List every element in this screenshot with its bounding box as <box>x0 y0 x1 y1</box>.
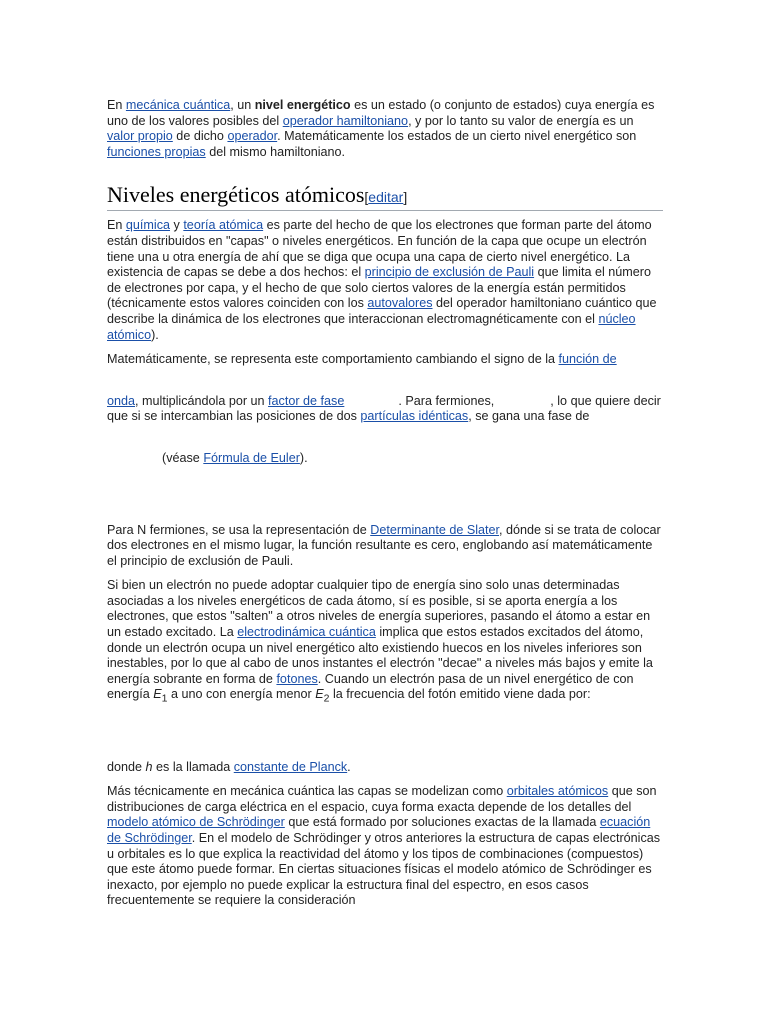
text: que son distribuciones de carga eléctrica en el espacio, cuya forma exacta depende de los detalles del <box>107 784 657 814</box>
link-funcion-de-onda-part2[interactable]: onda <box>107 393 136 408</box>
text: ). <box>151 327 159 342</box>
paragraph-matematicamente <box>107 352 663 368</box>
link-quimica[interactable]: química <box>125 218 171 233</box>
text: del mismo hamiltoniano. <box>205 144 346 159</box>
subscript-2: 2 <box>323 692 330 705</box>
intro-paragraph <box>107 98 663 160</box>
link-teoria-atomica[interactable]: teoría atómica <box>183 218 264 233</box>
planck-symbol: h <box>145 759 153 774</box>
subscript-1: 1 <box>161 692 168 705</box>
text: , y por lo tanto su valor de energía es un <box>408 113 634 128</box>
link-principio-exclusion-pauli[interactable]: principio de exclusión de Pauli <box>364 265 535 280</box>
text: En <box>107 98 126 112</box>
text: , un <box>230 98 255 112</box>
text: y <box>170 218 184 233</box>
article-body <box>107 98 663 909</box>
paragraph-orbitales <box>107 784 663 909</box>
text: es parte del hecho de que los electrones que forman parte del átomo están distribuidos en "capas" o niveles energéticos. En función de la capa que ocupe un electrón tiene una u otra energía de ahí que se diga que ocupa una capa de cierto nivel energético. La existencia de capas se debe a dos hechos: el <box>107 218 652 280</box>
link-funcion-de-onda-part1[interactable]: función de <box>558 352 617 367</box>
text: Si bien un electrón no puede adoptar cualquier tipo de energía sino solo unas determinadas asociadas a los niveles energéticos de cada átomo, sí es posible, si se aporta energía a los electrones, que estos "salten" a otros niveles de energía superiores, pasando el átomo a estar en un estado excitado. La <box>107 578 651 640</box>
link-determinante-de-slater[interactable]: Determinante de Slater <box>370 522 500 537</box>
text: ). <box>299 450 308 465</box>
text: la frecuencia del fotón emitido viene dada por: <box>329 687 591 702</box>
edit-link[interactable]: editar <box>368 189 404 206</box>
text: es un estado (o conjunto de estados) cuya energía es uno de los valores posibles del <box>107 98 655 128</box>
text: Matemáticamente, se representa este comportamiento cambiando el signo de la <box>107 352 559 367</box>
text: a uno con energía menor <box>167 687 316 702</box>
text: , lo que quiere decir que si se intercambian las posiciones de dos <box>107 393 661 424</box>
text: es la llamada <box>152 759 234 774</box>
link-operador-hamiltoniano[interactable]: operador hamiltoniano <box>282 113 409 128</box>
section-title: Niveles energéticos atómicos <box>107 182 365 208</box>
text: , dónde si se trata de colocar dos electrones en el mismo lugar, la función resultante es cero, englobando así matemáticamente el principio de exclusión de Pauli. <box>107 522 661 568</box>
link-valor-propio[interactable]: valor propio <box>107 129 173 144</box>
link-electrodinamica-cuantica[interactable]: electrodinámica cuántica <box>237 625 376 640</box>
link-ecuacion-de-schrodinger[interactable]: ecuación de Schrödinger <box>107 815 651 845</box>
text: del operador hamiltoniano cuántico que describe la dinámica de los electrones que interaccionan electromagnéticamente con el <box>107 296 657 326</box>
text: , multiplicándola por un <box>135 393 269 408</box>
paragraph-quimica <box>107 218 663 343</box>
text: donde <box>107 759 146 774</box>
link-mecanica-cuantica[interactable]: mecánica cuántica <box>125 98 231 112</box>
link-particulas-identicas[interactable]: partículas idénticas <box>360 409 469 424</box>
text: de dicho <box>172 129 228 144</box>
text: . Matemáticamente los estados de un cierto nivel energético son <box>277 129 637 144</box>
text: . Para fermiones, <box>398 393 495 408</box>
text: En <box>107 218 126 233</box>
text: . <box>347 759 351 774</box>
paragraph-vease <box>107 451 663 467</box>
paragraph-planck <box>107 760 663 776</box>
link-operador[interactable]: operador <box>227 129 278 144</box>
link-nucleo-atomico[interactable]: núcleo atómico <box>107 311 636 342</box>
edit-section <box>364 189 407 205</box>
text: (véase <box>162 450 204 465</box>
text: Para N fermiones, se usa la representación de <box>107 522 371 537</box>
bold-term: nivel energético <box>254 98 351 112</box>
text: que está formado por soluciones exactas de la llamada <box>284 815 600 830</box>
text: que limita el número de electrones por capa, y el hecho de que solo ciertos valores de la energía están permitidos (técnicamente estos valores coinciden con los <box>107 265 651 311</box>
section-heading <box>107 182 663 211</box>
text: , se gana una fase de <box>468 409 590 424</box>
text: implica que estos estados excitados del átomo, donde un electrón ocupa un nivel energético alto existiendo huecos en los niveles inferiores son inestables, por lo que al cabo de unos instantes el electrón "decae" a niveles más bajos y emite la energía sobrante en forma de <box>107 625 653 686</box>
energy-symbol-e1: E <box>153 687 162 702</box>
link-modelo-atomico-schrodinger[interactable]: modelo atómico de Schrödinger <box>107 815 285 830</box>
link-fotones[interactable]: fotones <box>276 671 318 686</box>
link-constante-de-planck[interactable]: constante de Planck <box>233 759 348 774</box>
paragraph-slater <box>107 523 663 570</box>
text: . Cuando un electrón pasa de un nivel energético de con energía <box>107 671 634 702</box>
edit-bracket-open: [ <box>364 189 369 206</box>
link-formula-de-euler[interactable]: Fórmula de Euler <box>203 450 300 465</box>
text: Más técnicamente en mecánica cuántica las capas se modelizan como <box>107 784 507 799</box>
paragraph-onda <box>107 394 663 425</box>
link-factor-de-fase[interactable]: factor de fase <box>268 393 345 408</box>
edit-bracket-close: ] <box>403 189 408 206</box>
paragraph-excitado <box>107 578 663 707</box>
link-orbitales-atomicos[interactable]: orbitales atómicos <box>506 784 609 799</box>
link-funciones-propias[interactable]: funciones propias <box>107 144 206 159</box>
energy-symbol-e2: E <box>315 687 324 702</box>
link-autovalores[interactable]: autovalores <box>367 296 433 311</box>
text: . En el modelo de Schrödinger y otros anteriores la estructura de capas electrónicas u orbitales es lo que explica la reactividad del átomo y los tipos de combinaciones (compuestos) que este átomo puede formar. En ciertas situaciones físicas el modelo atómico de Schrödinger es inexacto, por ejemplo no puede explicar la estructura final del espectro, en esos casos frecuentemente se requiere la consideración <box>107 830 661 908</box>
